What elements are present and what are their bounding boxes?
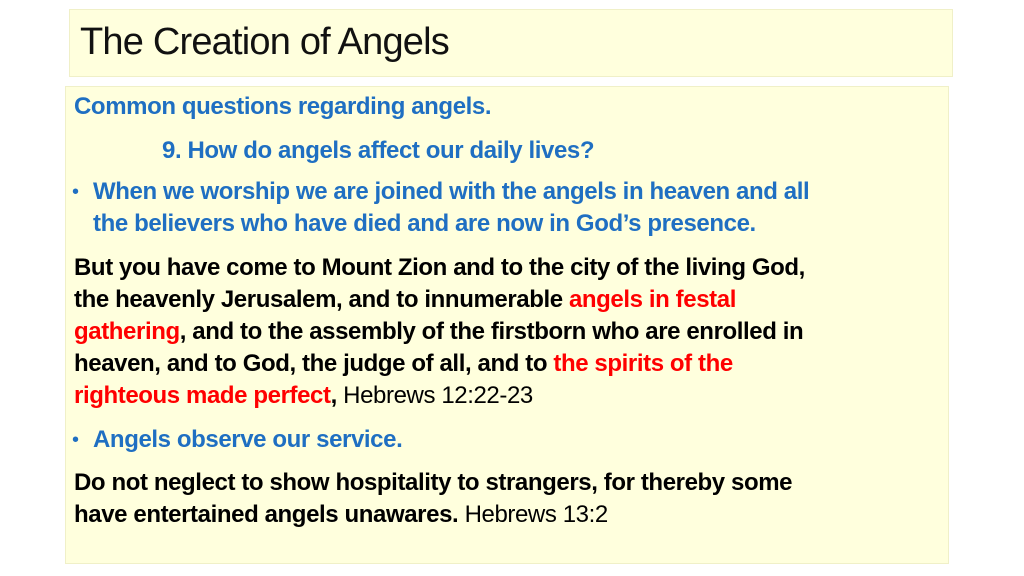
bullet-1-line-1: When we worship we are joined with the angels in heaven and all: [93, 178, 810, 205]
bullet-glyph: •: [72, 429, 79, 451]
quote-1-line-3: [74, 316, 803, 348]
question-line: 9. How do angels affect our daily lives?: [162, 137, 595, 164]
title-box: [69, 9, 953, 77]
slide-title: The Creation of Angels: [80, 21, 449, 63]
scripture-reference: Hebrews 12:22-23: [336, 382, 533, 409]
quote-1-line-4: [74, 348, 733, 380]
bullet-2-text: Angels observe our service.: [93, 426, 403, 453]
highlight-text: righteous made perfect: [74, 382, 331, 409]
heading: Common questions regarding angels.: [74, 93, 492, 120]
quote-text: heaven, and to God, the judge of all, and to: [74, 350, 554, 377]
scripture-reference: Hebrews 13:2: [458, 501, 608, 528]
highlight-text: angels in festal: [568, 286, 736, 313]
quote-text: have entertained angels unawares.: [74, 501, 459, 528]
quote-1-line-5: [74, 380, 533, 412]
bullet-1-line-2: the believers who have died and are now in God’s presence.: [93, 210, 756, 237]
highlight-text: the spirits of the: [553, 350, 733, 377]
quote-2-line-2: [74, 499, 608, 531]
bullet-glyph: •: [72, 181, 79, 203]
quote-text: ,: [330, 382, 337, 409]
quote-1-line-2: [74, 284, 736, 316]
quote-text: the heavenly Jerusalem, and to innumerable: [74, 286, 569, 313]
quote-1-line-1: But you have come to Mount Zion and to the city of the living God,: [74, 254, 805, 281]
highlight-text: gathering: [74, 318, 180, 345]
quote-2-line-1: Do not neglect to show hospitality to strangers, for thereby some: [74, 469, 793, 496]
content-box: [65, 86, 949, 564]
quote-text: , and to the assembly of the firstborn who are enrolled in: [179, 318, 804, 345]
